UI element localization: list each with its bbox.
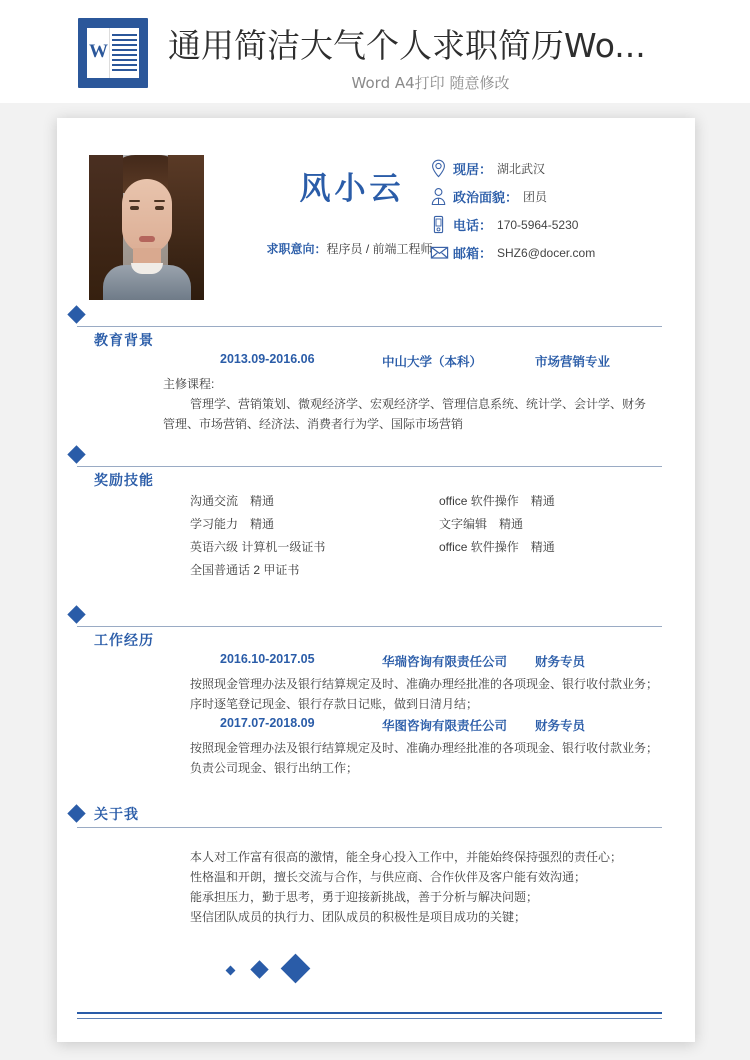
work-duty-line: 序时逐笔登记现金、银行存款日记账，做到日清月结； xyxy=(190,697,479,711)
skill-right: office 软件操作 精通 xyxy=(439,540,555,554)
work-entry-row xyxy=(57,716,695,738)
skill-left: 沟通交流 精通 xyxy=(190,494,275,508)
section-title: 奖励技能 xyxy=(94,470,158,490)
envelope-icon xyxy=(427,242,453,264)
skill-left: 英语六级 计算机一级证书 xyxy=(190,540,326,554)
section-rule xyxy=(77,626,662,627)
location-pin-icon xyxy=(427,158,453,180)
diamond-icon xyxy=(67,804,85,822)
work-company: 华图咨询有限责任公司 xyxy=(382,719,508,733)
footer-rule-bottom xyxy=(77,1018,662,1019)
word-icon xyxy=(78,18,148,88)
courses-line-2: 管理、市场营销、经济法、消费者行为学、国际市场营销 xyxy=(163,417,464,431)
about-line: 本人对工作富有很高的激情，能全身心投入工作中，并能始终保持强烈的责任心； xyxy=(190,850,623,864)
avatar-photo xyxy=(89,155,204,300)
work-duty-line: 按照现金管理办法及银行结算规定及时、准确办理经批准的各项现金、银行收付款业务； xyxy=(190,677,659,691)
contact-row-email xyxy=(427,240,595,265)
page-title: 通用简洁大气个人求职简历Wo... xyxy=(168,26,646,65)
section-rule xyxy=(77,466,662,467)
diamond-icon xyxy=(67,445,85,463)
section-education xyxy=(57,308,695,434)
section-skills xyxy=(57,448,695,584)
contact-value: SHZ6@docer.com xyxy=(497,245,596,260)
section-work-experience xyxy=(57,608,695,778)
work-duty-line: 按照现金管理办法及银行结算规定及时、准确办理经批准的各项现金、银行收付款业务； xyxy=(190,741,659,755)
section-header xyxy=(57,803,695,847)
job-objective-label: 求职意向： xyxy=(266,242,327,256)
resume-document xyxy=(57,118,695,1042)
section-rule xyxy=(77,827,662,828)
courses-label: 主修课程: xyxy=(163,377,215,391)
section-title: 关于我 xyxy=(94,804,143,824)
work-entry-row xyxy=(57,652,695,674)
section-title: 教育背景 xyxy=(94,330,158,350)
footer-rule-top xyxy=(77,1012,662,1014)
skill-row xyxy=(57,561,695,584)
contact-value: 湖北武汉 xyxy=(497,162,546,176)
courses-line-1: 管理学、营销策划、微观经济学、宏观经济学、管理信息系统、统计学、会计学、财务 xyxy=(190,397,647,411)
skill-right: office 软件操作 精通 xyxy=(439,494,555,508)
diamond-medium-icon xyxy=(250,960,268,978)
skill-right: 文字编辑 精通 xyxy=(439,517,524,531)
skill-left: 全国普通话 2 甲证书 xyxy=(190,563,300,577)
work-period: 2016.10-2017.05 xyxy=(220,652,315,666)
diamond-large-icon xyxy=(281,954,311,984)
section-header xyxy=(57,448,695,492)
work-period: 2017.07-2018.09 xyxy=(220,716,315,730)
section-rule xyxy=(77,326,662,327)
work-role: 财务专员 xyxy=(535,719,586,733)
education-period: 2013.09-2016.06 xyxy=(220,352,315,366)
education-school: 中山大学（本科） xyxy=(382,355,483,369)
diamond-icon xyxy=(67,605,85,623)
work-company: 华瑞咨询有限责任公司 xyxy=(382,655,508,669)
person-icon xyxy=(427,186,453,208)
contact-value: 170-5964-5230 xyxy=(497,217,579,232)
contact-row-location xyxy=(427,156,595,181)
candidate-name: 风小云 xyxy=(299,171,405,206)
word-icon-letter: W xyxy=(89,41,108,62)
contact-label: 政治面貌： xyxy=(453,190,519,205)
work-role: 财务专员 xyxy=(535,655,586,669)
section-about-me xyxy=(57,803,695,927)
diamond-icon xyxy=(67,305,85,323)
page-subtitle: Word A4打印 随意修改 xyxy=(351,74,510,92)
contact-row-political-status xyxy=(427,184,595,209)
section-header xyxy=(57,608,695,652)
skill-row xyxy=(57,492,695,515)
skill-row xyxy=(57,515,695,538)
contact-row-phone xyxy=(427,212,595,237)
mobile-phone-icon xyxy=(427,214,453,236)
education-entry-row xyxy=(57,352,695,374)
about-line: 坚信团队成员的执行力、团队成员的积极性是项目成功的关键； xyxy=(190,910,527,924)
work-duty-line: 负责公司现金、银行出纳工作； xyxy=(190,761,359,775)
contact-list xyxy=(427,156,595,268)
skill-row xyxy=(57,538,695,561)
diamond-small-icon xyxy=(226,966,236,976)
job-objective-value: 程序员 / 前端工程师 xyxy=(326,242,433,256)
page-header xyxy=(0,0,750,103)
contact-label: 邮箱： xyxy=(453,246,493,261)
section-header xyxy=(57,308,695,352)
skill-left: 学习能力 精通 xyxy=(190,517,275,531)
contact-value: 团员 xyxy=(523,190,548,204)
contact-label: 现居： xyxy=(453,162,493,177)
contact-label: 电话： xyxy=(453,218,493,233)
about-line: 能承担压力，勤于思考，勇于迎接新挑战，善于分析与解决问题； xyxy=(190,890,539,904)
section-title: 工作经历 xyxy=(94,630,158,650)
education-major: 市场营销专业 xyxy=(535,355,611,369)
about-line: 性格温和开朗，擅长交流与合作，与供应商、合作伙伴及客户能有效沟通； xyxy=(190,870,587,884)
word-icon-lines xyxy=(112,34,137,74)
